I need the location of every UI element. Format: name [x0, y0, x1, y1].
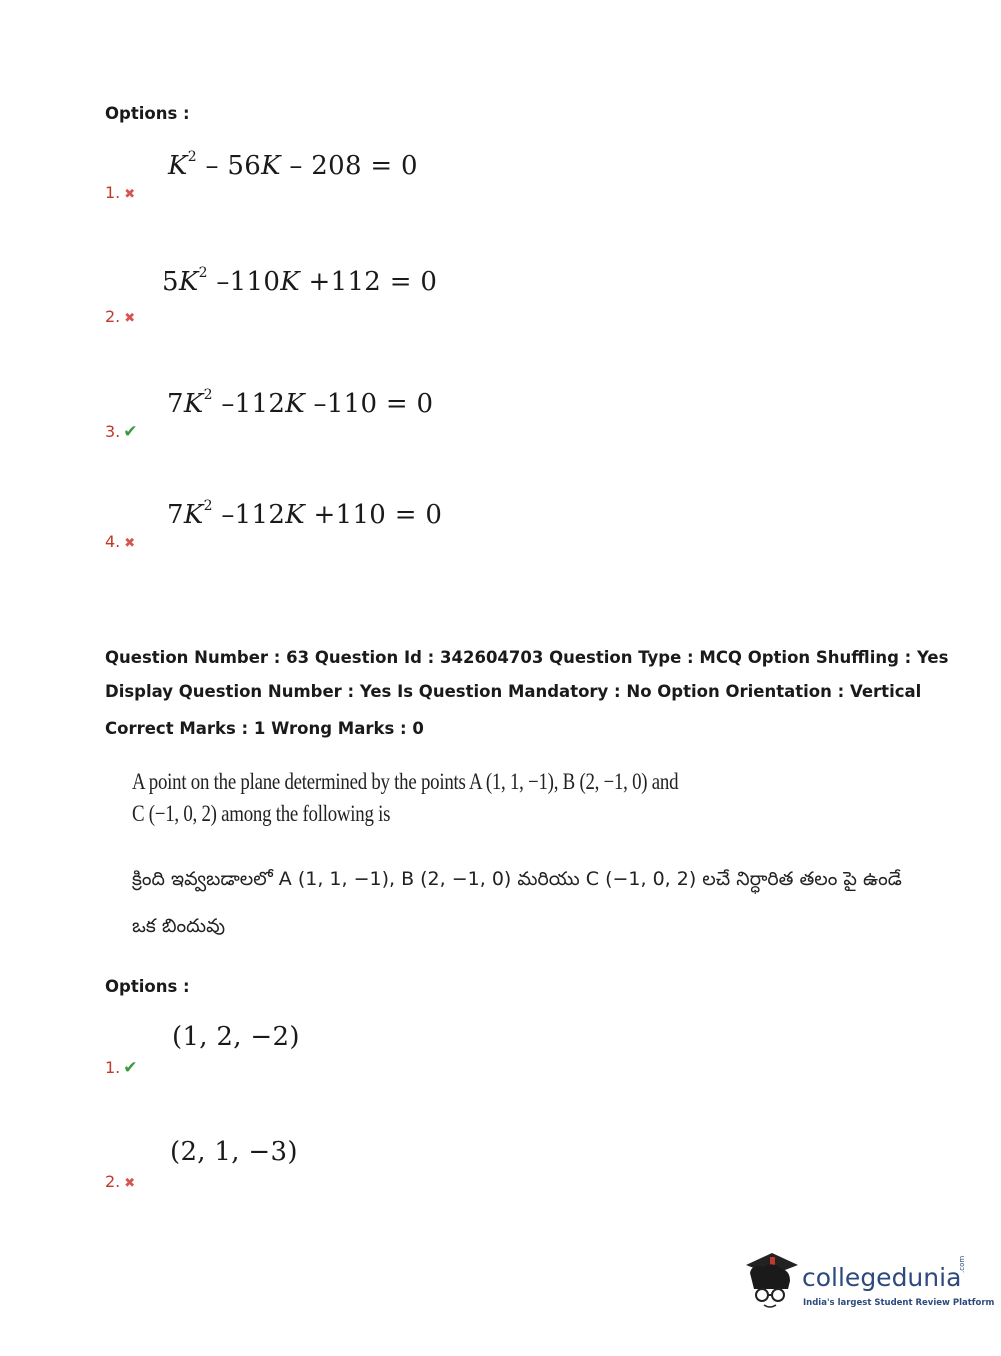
question-text-te-line-1: క్రింది ఇవ్వబడాలలో A (1, 1, −1), B (2, −1, 0) మరియు C (−1, 0, 2) లచే నిర్ధారిత తలం పై ఉండే — [132, 868, 902, 890]
options-label: Options : — [105, 104, 190, 123]
option-4-number: 4. ✖ — [105, 532, 136, 551]
wrong-mark-icon: ✖ — [124, 311, 136, 326]
question-meta-line-3: Correct Marks : 1 Wrong Marks : 0 — [105, 719, 424, 738]
wrong-mark-icon: ✖ — [124, 536, 136, 551]
question-text-en-line-2: C (−1, 0, 2) among the following is — [132, 801, 391, 826]
option-1-number: 1. ✖ — [105, 183, 136, 202]
option-2-number: 2. ✖ — [105, 307, 136, 326]
question-text-en-line-1: A point on the plane determined by the points A (1, 1, −1), B (2, −1, 0) and — [132, 769, 679, 794]
question-text-te-line-2: ఒక బిందువు — [132, 915, 226, 937]
option-1-equation: $K^2 - 56K - 208 = 0$ — [168, 149, 418, 181]
option-4-equation: $7K^2$ –112K +110 = 0 — [167, 498, 443, 530]
q63-option-1-value: (1, 2, −2) — [172, 1022, 300, 1052]
option-2-equation: $5K^2$ –110K +112 = 0 — [162, 265, 438, 297]
correct-mark-icon: ✔ — [123, 1058, 138, 1078]
collegedunia-logo-text: collegedunia — [802, 1263, 962, 1292]
q63-option-1-number: 1. ✔ — [105, 1058, 138, 1078]
option-3-equation: $7K^2$ –112K –110 = 0 — [167, 387, 434, 419]
option-3-number: 3. ✔ — [105, 422, 138, 442]
collegedunia-logo-suffix: .com — [958, 1255, 966, 1273]
question-meta-line-1: Question Number : 63 Question Id : 342604703 Question Type : MCQ Option Shuffling : Yes — [105, 648, 949, 667]
wrong-mark-icon: ✖ — [124, 1176, 136, 1191]
q63-option-2-value: (2, 1, −3) — [170, 1137, 298, 1167]
question-meta-line-2: Display Question Number : Yes Is Question Mandatory : No Option Orientation : Vertical — [105, 682, 922, 701]
collegedunia-mascot-icon — [742, 1247, 802, 1317]
correct-mark-icon: ✔ — [123, 422, 138, 442]
wrong-mark-icon: ✖ — [124, 187, 136, 202]
q63-option-2-number: 2. ✖ — [105, 1172, 136, 1191]
options-label: Options : — [105, 977, 190, 996]
collegedunia-tagline: India's largest Student Review Platform — [803, 1298, 995, 1308]
